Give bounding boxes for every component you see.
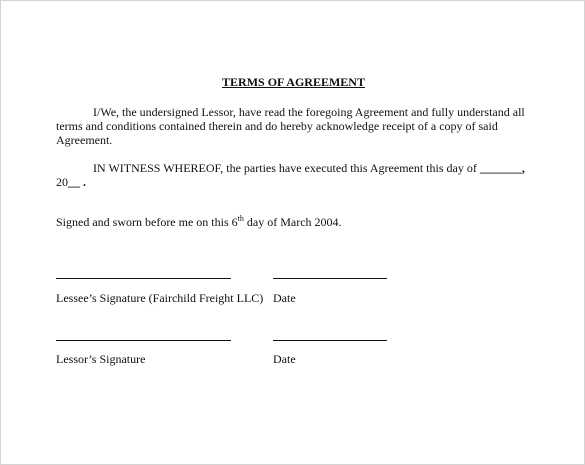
- para1-line3: Agreement.: [56, 133, 113, 147]
- year-prefix: 20: [56, 175, 68, 189]
- lessor-date-label: Date: [273, 352, 296, 366]
- lessee-signature-label: Lessee’s Signature (Fairchild Freight LLC): [56, 291, 264, 305]
- sworn-after: day of March 2004.: [243, 215, 342, 229]
- sworn-ordinal: th: [237, 214, 244, 223]
- document-title: TERMS OF AGREEMENT: [222, 75, 365, 89]
- lessee-signature-line: [56, 278, 231, 279]
- para1-line2: terms and conditions contained therein and do hereby acknowledge receipt of a copy of said: [56, 119, 498, 133]
- witness-text: IN WITNESS WHEREOF, the parties have executed this Agreement this day of: [93, 161, 477, 175]
- year-blank: __ .: [68, 175, 86, 189]
- lessee-date-line: [273, 278, 387, 279]
- lessee-date-label: Date: [273, 291, 296, 305]
- sworn-statement: [56, 215, 342, 229]
- lessor-signature-line: [56, 340, 231, 341]
- sworn-before: Signed and sworn before me on this 6: [56, 215, 238, 229]
- para1-line1: I/We, the undersigned Lessor, have read the foregoing Agreement and fully understand all: [93, 105, 525, 119]
- para2-line1: [93, 161, 525, 175]
- lessor-signature-label: Lessor’s Signature: [56, 352, 146, 366]
- day-blank: _______,: [479, 161, 525, 175]
- lessor-date-line: [273, 340, 387, 341]
- para2-line2: [56, 175, 86, 189]
